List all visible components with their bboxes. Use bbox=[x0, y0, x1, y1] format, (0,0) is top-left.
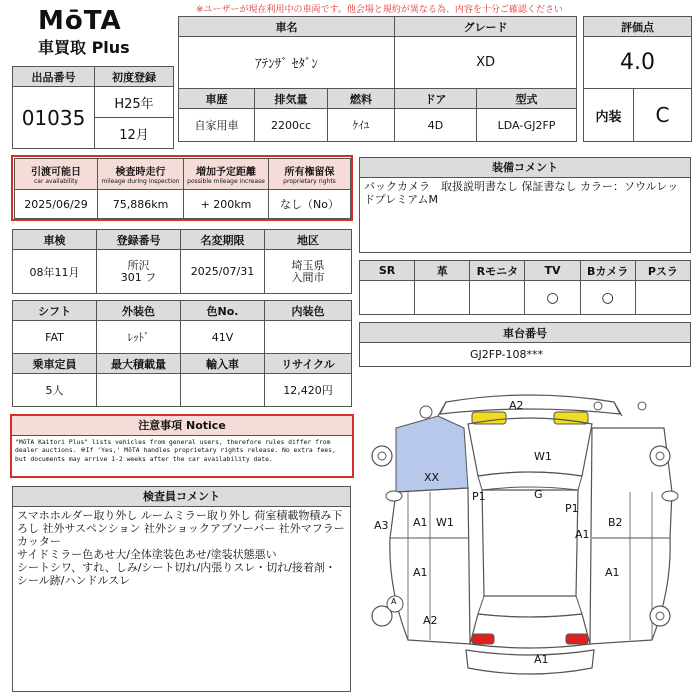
inspection-label: 車検 bbox=[13, 230, 97, 250]
equipment-comment-box bbox=[359, 157, 691, 253]
damage-a1-right-mid: A1 bbox=[605, 566, 620, 579]
wheel-rear-right bbox=[650, 606, 670, 626]
rights-label: 所有権留保 bbox=[284, 167, 335, 178]
name-change-value: 2025/07/31 bbox=[181, 250, 265, 294]
logo-subtitle: 車買取 Plus bbox=[38, 38, 130, 57]
increase-label: 増加予定距離 bbox=[196, 167, 256, 178]
option-value-rmonitor bbox=[470, 281, 525, 315]
mileage-header bbox=[98, 159, 184, 190]
options-table bbox=[359, 260, 691, 315]
model-value: LDA-GJ2FP bbox=[477, 109, 577, 142]
displacement-label: 排気量 bbox=[255, 89, 328, 109]
history-label: 車歴 bbox=[179, 89, 255, 109]
listing-table bbox=[12, 66, 174, 149]
damage-a1-right-front: A1 bbox=[575, 528, 590, 541]
rear-bumper-outline bbox=[466, 650, 594, 674]
fuel-value: ｹｲﾕ bbox=[328, 109, 395, 142]
rating-value: 4.0 bbox=[584, 37, 692, 89]
spec-table bbox=[12, 300, 352, 407]
front-right-corner-circle bbox=[594, 402, 602, 410]
grade-value: XD bbox=[395, 37, 577, 89]
history-value: 自家用車 bbox=[179, 109, 255, 142]
availability-table bbox=[14, 158, 351, 219]
damage-a-circle-label: A bbox=[391, 597, 397, 606]
mota-logo bbox=[38, 6, 130, 58]
wheel-front-left bbox=[372, 446, 392, 466]
shift-label: シフト bbox=[13, 301, 97, 321]
plate-value-number: 301 フ bbox=[120, 270, 157, 284]
listing-no-label: 出品番号 bbox=[13, 67, 95, 87]
area-value-pref: 埼玉県 bbox=[291, 258, 325, 272]
damage-b2: B2 bbox=[608, 516, 623, 529]
wheel-front-right bbox=[650, 446, 670, 466]
shift-value: FAT bbox=[13, 321, 97, 354]
recycle-value: 12,420円 bbox=[265, 374, 352, 407]
car-info-table bbox=[178, 16, 577, 142]
option-value-tv: ○ bbox=[525, 281, 580, 315]
option-label-tv: TV bbox=[525, 261, 580, 281]
plate-value-area: 所沢 bbox=[127, 258, 150, 272]
color-label: 外装色 bbox=[97, 301, 181, 321]
mileage-value: 75,886km bbox=[98, 190, 184, 219]
user-vehicle-notice: ※ユーザーが現在利用中の車両です。他会場と規約が異なる為、内容を十分ご確認ください bbox=[196, 5, 563, 15]
max-load-value bbox=[97, 374, 181, 407]
option-value-pslide bbox=[635, 281, 690, 315]
increase-label-en: possible mileage increase bbox=[187, 178, 265, 185]
area-value bbox=[265, 250, 352, 294]
equipment-comment-label: 装備コメント bbox=[360, 158, 690, 178]
inspector-comment-label: 検査員コメント bbox=[13, 487, 350, 507]
inspector-comment-text: スマホホルダー取り外し ルームミラー取り外し 荷室積載物積み下ろし 社外サスペンション 社外ショックアブソーバー 社外マフラーカッター サイドミラー色あせ大/全体塗装色あせ/塗装状態悪い シートシワ、すれ、しみ/シート切れ/内張りスレ・切れ/接着剤・シール跡/ハンドルスレ bbox=[17, 509, 345, 587]
first-reg-label: 初度登録 bbox=[95, 67, 174, 87]
availability-header bbox=[15, 159, 98, 190]
windshield-outline bbox=[478, 472, 582, 490]
option-value-sr bbox=[360, 281, 415, 315]
inspection-value: 08年11月 bbox=[13, 250, 97, 294]
option-label-bcamera: Bカメラ bbox=[580, 261, 635, 281]
door-value: 4D bbox=[395, 109, 477, 142]
damage-p1-left: P1 bbox=[472, 490, 486, 503]
damage-w1: W1 bbox=[534, 450, 552, 463]
rights-label-en: proprietary rights bbox=[283, 178, 336, 185]
listing-no-value: 01035 bbox=[13, 87, 95, 149]
fuel-label: 燃料 bbox=[328, 89, 395, 109]
availability-value: 2025/06/29 bbox=[15, 190, 98, 219]
car-outline-diagram bbox=[368, 388, 692, 688]
damage-a2-top: A2 bbox=[509, 399, 524, 412]
import-value bbox=[181, 374, 265, 407]
interior-color-label: 内装色 bbox=[265, 301, 352, 321]
registration-table bbox=[12, 229, 352, 294]
damage-a1-bottom: A1 bbox=[534, 653, 549, 666]
damage-g: G bbox=[534, 488, 543, 501]
option-label-leather: 革 bbox=[415, 261, 470, 281]
roof-outline bbox=[482, 490, 578, 596]
hood-outline bbox=[468, 418, 592, 476]
damage-w1-left: W1 bbox=[436, 516, 454, 529]
damage-p1-right: P1 bbox=[565, 502, 579, 515]
notice-text: "MōTA Kaitori Plus" lists vehicles from general users, therefore rules differ from dealer auctions. ※If 'Yes,' MōTA handles proprietary rights release. No extra fees, but documents may arrive 1-2 weeks after the car availability date. bbox=[15, 438, 336, 463]
rating-label: 評価点 bbox=[584, 17, 692, 37]
damage-a1-left-front: A1 bbox=[413, 516, 428, 529]
damage-diagram bbox=[368, 388, 692, 688]
mileage-label-en: mileage during inspection bbox=[101, 178, 180, 185]
first-reg-month: 12月 bbox=[95, 118, 174, 149]
taillight-right bbox=[566, 634, 588, 644]
mirror-left bbox=[386, 491, 402, 501]
plate-value bbox=[97, 250, 181, 294]
first-reg-year: H25年 bbox=[95, 87, 174, 118]
right-side-inner-lines bbox=[630, 492, 652, 640]
area-value-city: 入間市 bbox=[291, 270, 325, 284]
car-name-value: ｱﾃﾝｻﾞ ｾﾀﾞﾝ bbox=[179, 37, 395, 89]
option-label-sr: SR bbox=[360, 261, 415, 281]
damage-a2-bottom-left: A2 bbox=[423, 614, 438, 627]
interior-color-value bbox=[265, 321, 352, 354]
front-left-corner-circle bbox=[420, 406, 432, 418]
front-right-outer-circle bbox=[638, 402, 646, 410]
notice-box bbox=[10, 414, 354, 478]
availability-label-en: car availability bbox=[34, 178, 78, 185]
chassis-table bbox=[359, 322, 691, 367]
taillight-left bbox=[472, 634, 494, 644]
import-label: 輸入車 bbox=[181, 354, 265, 374]
option-label-rmonitor: Rモニタ bbox=[470, 261, 525, 281]
color-no-value: 41V bbox=[181, 321, 265, 354]
model-label: 型式 bbox=[477, 89, 577, 109]
displacement-value: 2200cc bbox=[255, 109, 328, 142]
damage-xx: XX bbox=[424, 471, 440, 484]
name-change-label: 名変期限 bbox=[181, 230, 265, 250]
option-value-bcamera: ○ bbox=[580, 281, 635, 315]
color-value: ﾚｯﾄﾞ bbox=[97, 321, 181, 354]
max-load-label: 最大積載量 bbox=[97, 354, 181, 374]
equipment-comment-text: バックカメラ 取扱説明書なし 保証書なし カラー：ソウルレッドプレミアムM bbox=[364, 180, 679, 206]
rating-table bbox=[583, 16, 692, 142]
notice-label: 注意事項 Notice bbox=[12, 416, 352, 436]
capacity-value: 5人 bbox=[13, 374, 97, 407]
increase-value: + 200km bbox=[184, 190, 269, 219]
capacity-label: 乗車定員 bbox=[13, 354, 97, 374]
option-value-leather bbox=[415, 281, 470, 315]
chassis-label: 車台番号 bbox=[360, 323, 691, 343]
car-name-label: 車名 bbox=[179, 17, 395, 37]
rights-header bbox=[269, 159, 351, 190]
area-label: 地区 bbox=[265, 230, 352, 250]
damage-a3: A3 bbox=[374, 519, 389, 532]
interior-value: C bbox=[634, 89, 692, 142]
inspector-comment-box bbox=[12, 486, 351, 692]
availability-label: 引渡可能日 bbox=[31, 167, 81, 178]
grade-label: グレード bbox=[395, 17, 577, 37]
mileage-label: 検査時走行 bbox=[115, 167, 166, 178]
color-no-label: 色No. bbox=[181, 301, 265, 321]
interior-label: 内装 bbox=[584, 89, 634, 142]
increase-header bbox=[184, 159, 269, 190]
door-label: ドア bbox=[395, 89, 477, 109]
plate-label: 登録番号 bbox=[97, 230, 181, 250]
logo-wordmark: MōTA bbox=[38, 6, 122, 36]
option-label-pslide: Pスラ bbox=[635, 261, 690, 281]
rights-value: なし（No） bbox=[269, 190, 351, 219]
recycle-label: リサイクル bbox=[265, 354, 352, 374]
rear-window-outline bbox=[478, 596, 582, 617]
front-bumper-outline bbox=[440, 395, 620, 414]
mirror-right bbox=[662, 491, 678, 501]
chassis-value: GJ2FP-108*** bbox=[360, 343, 691, 367]
damage-a1-left-mid: A1 bbox=[413, 566, 428, 579]
